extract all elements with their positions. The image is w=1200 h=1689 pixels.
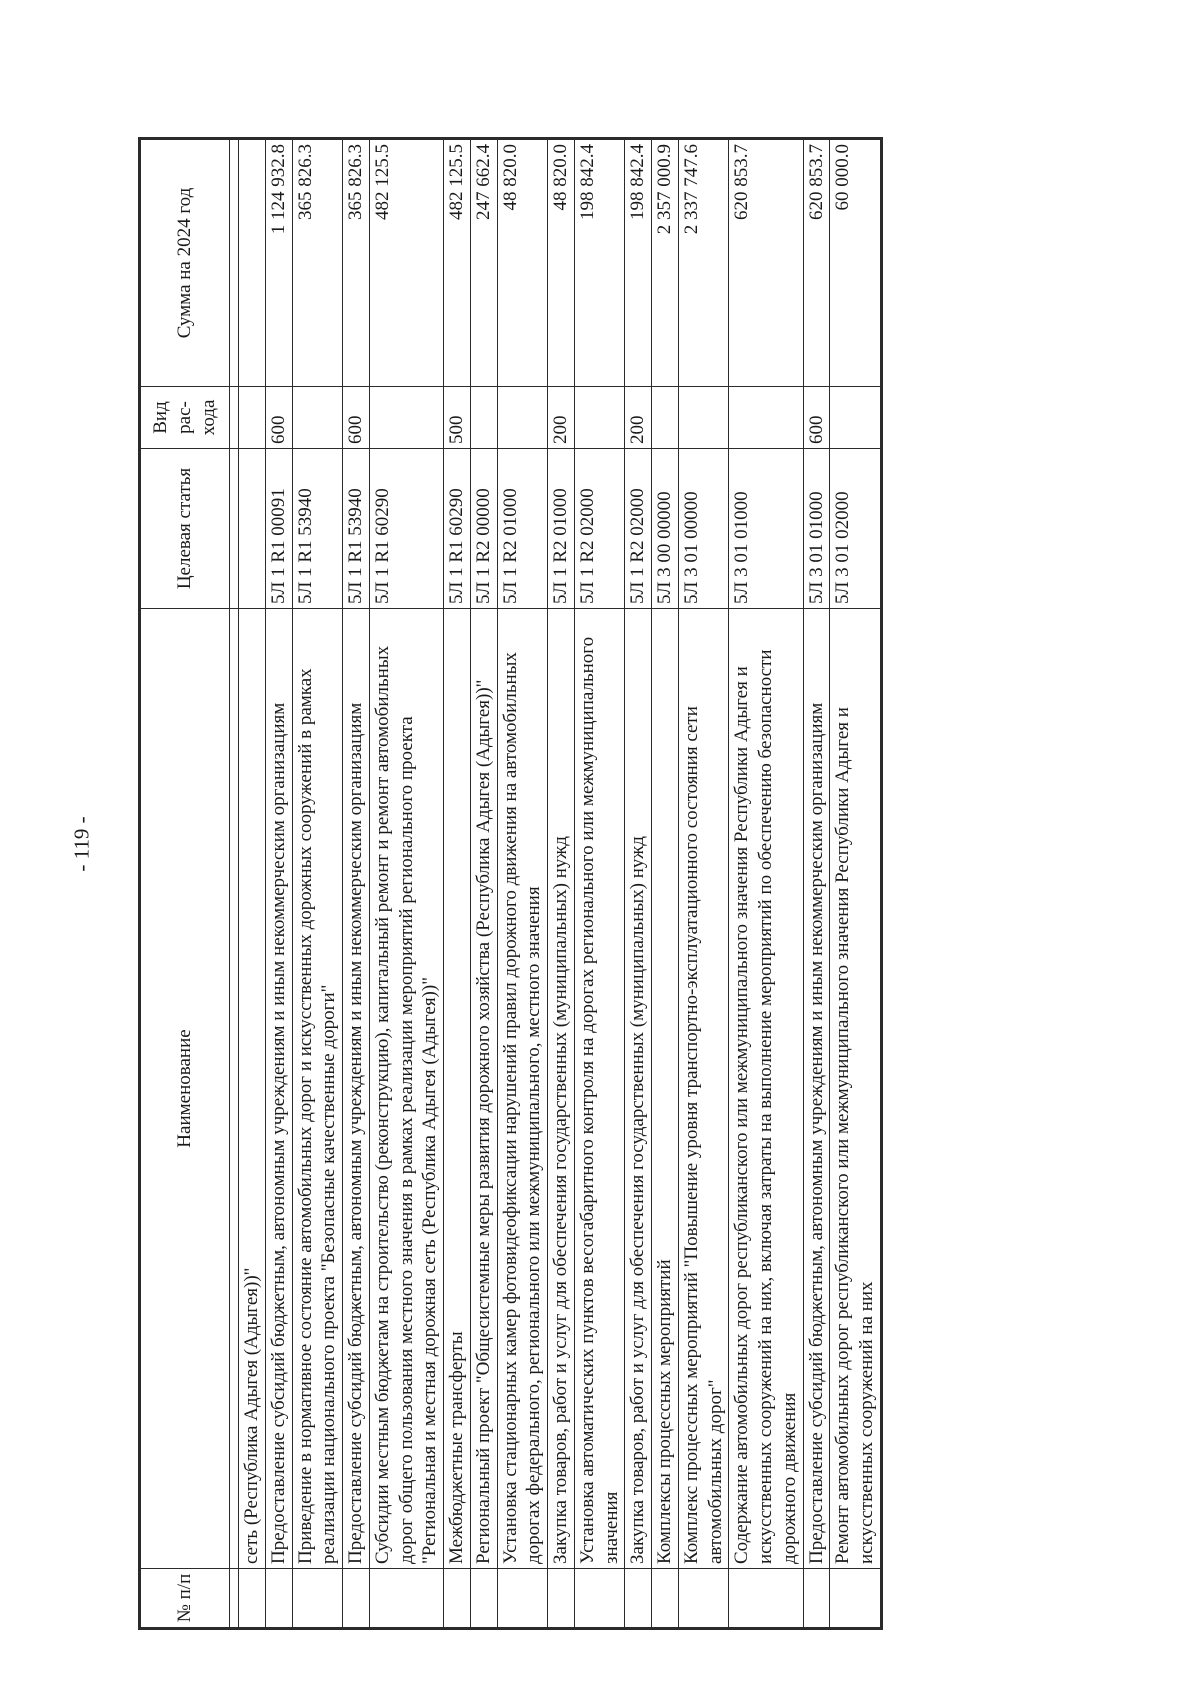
cell-name: Установка стационарных камер фотовидеофиксации нарушений правил дорожного движения на автомобильных дорогах федерального, регионального или межмуниципального, местного значения	[497, 609, 548, 1569]
cell-code: 5Л 1 R1 60290	[369, 449, 443, 609]
table-row	[625, 139, 652, 1629]
cell-type: 600	[265, 387, 292, 449]
cell-code: 5Л 1 R1 00091	[265, 449, 292, 609]
cell-code: 5Л 1 R2 02000	[625, 449, 652, 609]
cell-code: 5Л 1 R2 00000	[470, 449, 497, 609]
cell-name: Закупка товаров, работ и услуг для обеспечения государственных (муниципальных) нужд	[625, 609, 652, 1569]
header-type: Вид рас- хода	[140, 387, 230, 449]
cell-num	[678, 1569, 729, 1629]
table-row	[265, 139, 292, 1629]
cell-type	[369, 387, 443, 449]
cell-type	[497, 387, 548, 449]
cell-name: Ремонт автомобильных дорог республиканского или межмуниципального значения Республики Адыгея и искусственных сооружений на них	[830, 609, 882, 1569]
table-row	[830, 139, 882, 1629]
table-row	[574, 139, 625, 1629]
cell-type	[729, 387, 803, 449]
cell-type	[652, 387, 679, 449]
table-row	[803, 139, 830, 1629]
cell-type	[574, 387, 625, 449]
cell-num	[470, 1569, 497, 1629]
cell-num	[652, 1569, 679, 1629]
table-row	[470, 139, 497, 1629]
cell-num	[574, 1569, 625, 1629]
cell-name: Установка автоматических пунктов весогабаритного контроля на дорогах регионального или межмуниципального значения	[574, 609, 625, 1569]
table-row	[239, 139, 266, 1629]
cell-code: 5Л 1 R2 01000	[548, 449, 575, 609]
table-row	[678, 139, 729, 1629]
cell-code: 5Л 1 R1 53940	[292, 449, 343, 609]
cell-sum: 2 337 747.6	[678, 139, 729, 387]
table-header-row	[140, 139, 230, 1629]
cell-code: 5Л 1 R2 01000	[497, 449, 548, 609]
cell-type: 600	[343, 387, 370, 449]
cell-code: 5Л 1 R1 53940	[343, 449, 370, 609]
cell-name: Предоставление субсидий бюджетным, автономным учреждениям и иным некоммерческим организациям	[343, 609, 370, 1569]
cell-type	[292, 387, 343, 449]
page-number: - 119 -	[69, 816, 94, 872]
cell-sum: 247 662.4	[470, 139, 497, 387]
table-row	[369, 139, 443, 1629]
cell-sum: 198 842.4	[574, 139, 625, 387]
cell-type	[239, 387, 266, 449]
cell-name: Региональный проект "Общесистемные меры развития дорожного хозяйства (Республика Адыгея (Адыгея))"	[470, 609, 497, 1569]
header-num: № п/п	[140, 1569, 230, 1629]
cell-code: 5Л 1 R1 60290	[444, 449, 471, 609]
header-sum: Сумма на 2024 год	[140, 139, 230, 387]
cell-sum: 365 826.3	[343, 139, 370, 387]
cell-num	[239, 1569, 266, 1629]
cell-code: 5Л 3 01 01000	[729, 449, 803, 609]
cell-num	[343, 1569, 370, 1629]
cell-name: Закупка товаров, работ и услуг для обеспечения государственных (муниципальных) нужд	[548, 609, 575, 1569]
cell-num	[548, 1569, 575, 1629]
cell-sum: 198 842.4	[625, 139, 652, 387]
cell-num	[803, 1569, 830, 1629]
table-row	[652, 139, 679, 1629]
cell-sum: 48 820.0	[497, 139, 548, 387]
table-body	[230, 139, 882, 1629]
cell-code: 5Л 3 01 01000	[803, 449, 830, 609]
table-row	[444, 139, 471, 1629]
cell-name: Субсидии местным бюджетам на строительство (реконструкцию), капитальный ремонт и ремонт автомобильных дорог общего пользования местного значения в рамках реализации мероприятий регионального проекта "Региональная и местная дорожная сеть (Республика Адыгея (Адыгея))"	[369, 609, 443, 1569]
cell-sum: 482 125.5	[444, 139, 471, 387]
cell-code	[239, 449, 266, 609]
cell-name: Комплекс процессных мероприятий "Повышение уровня транспортно-эксплуатационного состояния сети автомобильных дорог"	[678, 609, 729, 1569]
cell-type: 600	[803, 387, 830, 449]
header-code: Целевая статья	[140, 449, 230, 609]
cell-name: Предоставление субсидий бюджетным, автономным учреждениям и иным некоммерческим организациям	[803, 609, 830, 1569]
cell-num	[729, 1569, 803, 1629]
cell-name: сеть (Республика Адыгея (Адыгея))"	[239, 609, 266, 1569]
cell-name: Межбюджетные трансферты	[444, 609, 471, 1569]
cell-sum: 365 826.3	[292, 139, 343, 387]
cell-type: 200	[548, 387, 575, 449]
budget-table	[138, 137, 883, 1630]
table-row	[497, 139, 548, 1629]
cell-type	[678, 387, 729, 449]
cell-name: Приведение в нормативное состояние автомобильных дорог и искусственных дорожных сооружений в рамках реализации национального проекта "Безопасные качественные дороги"	[292, 609, 343, 1569]
cell-num	[369, 1569, 443, 1629]
cell-code: 5Л 3 00 00000	[652, 449, 679, 609]
table-row	[292, 139, 343, 1629]
cell-sum: 1 124 932.8	[265, 139, 292, 387]
cell-sum: 48 820.0	[548, 139, 575, 387]
table-row	[548, 139, 575, 1629]
cell-code: 5Л 3 01 00000	[678, 449, 729, 609]
cell-code: 5Л 3 01 02000	[830, 449, 882, 609]
header-name: Наименование	[140, 609, 230, 1569]
cell-sum: 60 000.0	[830, 139, 882, 387]
cell-num	[265, 1569, 292, 1629]
cell-type: 500	[444, 387, 471, 449]
cell-num	[625, 1569, 652, 1629]
table-row	[729, 139, 803, 1629]
cell-name: Содержание автомобильных дорог республиканского или межмуниципального значения Республики Адыгея и искусственных сооружений на них, включая затраты на выполнение мероприятий по обеспечению безопасности дорожного движения	[729, 609, 803, 1569]
cell-type: 200	[625, 387, 652, 449]
rotated-table-container	[138, 140, 883, 1630]
cell-sum: 2 357 000.9	[652, 139, 679, 387]
cell-num	[292, 1569, 343, 1629]
cell-name: Предоставление субсидий бюджетным, автономным учреждениям и иным некоммерческим организациям	[265, 609, 292, 1569]
cell-num	[830, 1569, 882, 1629]
cell-sum: 620 853.7	[803, 139, 830, 387]
cell-num	[444, 1569, 471, 1629]
separator-row	[230, 139, 239, 1629]
cell-num	[497, 1569, 548, 1629]
cell-sum	[239, 139, 266, 387]
cell-type	[470, 387, 497, 449]
cell-sum: 620 853.7	[729, 139, 803, 387]
table-row	[343, 139, 370, 1629]
cell-sum: 482 125.5	[369, 139, 443, 387]
cell-code: 5Л 1 R2 02000	[574, 449, 625, 609]
cell-name: Комплексы процессных мероприятий	[652, 609, 679, 1569]
cell-type	[830, 387, 882, 449]
